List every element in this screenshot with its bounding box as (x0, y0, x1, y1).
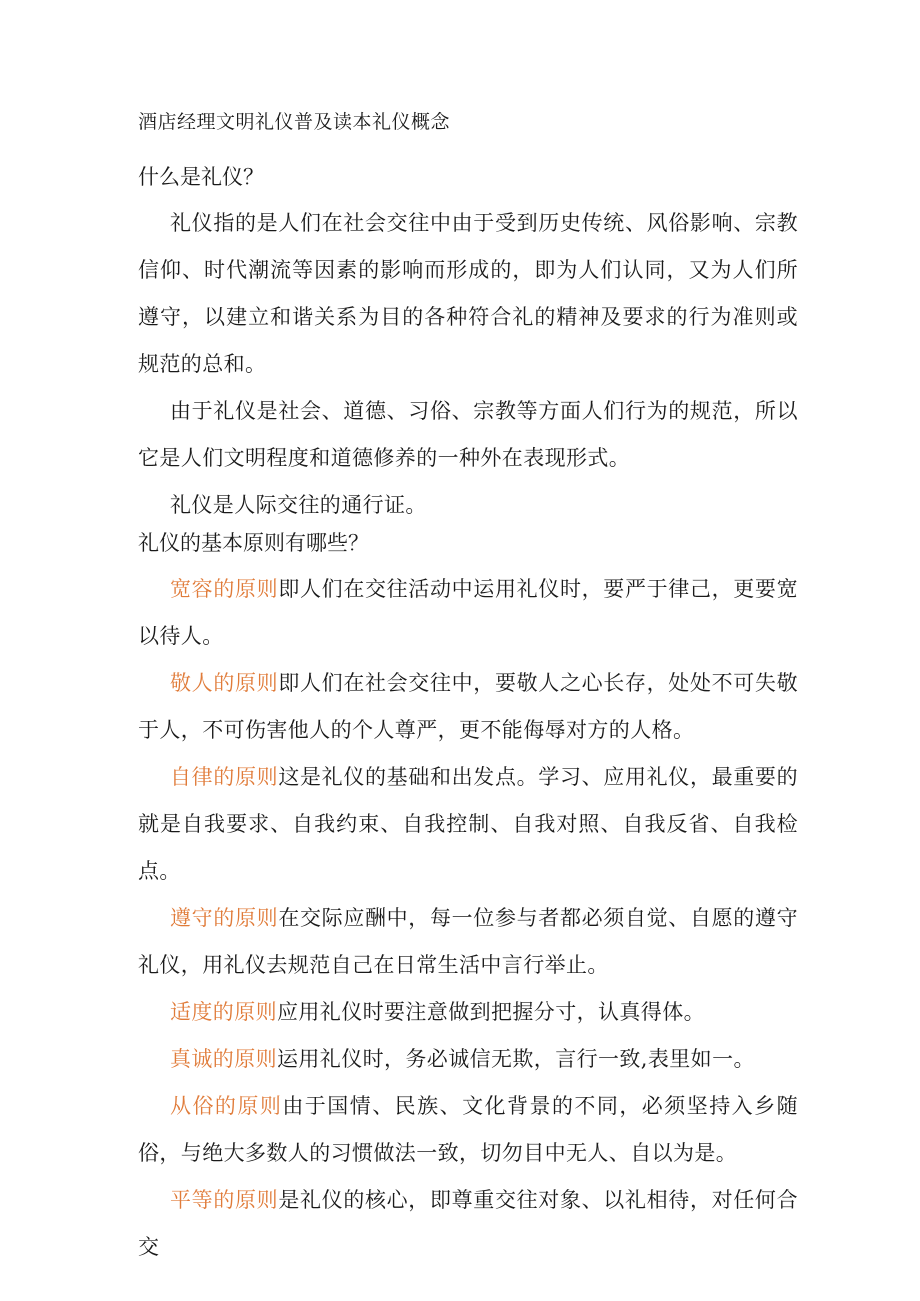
principle-name: 平等的原则 (170, 1188, 279, 1212)
principle-sincerity (138, 1036, 798, 1083)
document-title: 酒店经理文明礼仪普及读本礼仪概念 (138, 111, 451, 133)
principle-equality (138, 1177, 798, 1271)
principle-text: 即人们在社会交往中，要敬人之心长存，处处不可失敬于人，不可伤害他人的个人尊严，更不能侮辱对方的人格。 (138, 671, 798, 742)
paragraph-definition: 礼仪指的是人们在社会交往中由于受到历史传统、风俗影响、宗教信仰、时代潮流等因素的影响而形成的，即为人们认同，又为人们所遵守，以建立和谐关系为目的各种符合礼的精神及要求的行为准则或规范的总和。 (138, 211, 798, 376)
principle-self-discipline (138, 754, 798, 895)
paragraph-norms: 由于礼仪是社会、道德、习俗、宗教等方面人们行为的规范，所以它是人们文明程度和道德修养的一种外在表现形式。 (138, 399, 798, 470)
principle-name: 真诚的原则 (170, 1047, 277, 1071)
document-page (138, 108, 798, 1271)
principle-text: 运用礼仪时，务必诚信无欺，言行一致,表里如一。 (277, 1047, 755, 1071)
principle-respect (138, 660, 798, 754)
principle-name: 从俗的原则 (170, 1094, 283, 1118)
principle-custom (138, 1083, 798, 1177)
question-what-is-etiquette: 什么是礼仪？ (138, 165, 264, 189)
principle-name: 遵守的原则 (170, 906, 279, 930)
principle-compliance (138, 895, 798, 989)
paragraph-passport: 礼仪是人际交往的通行证。 (170, 493, 427, 517)
principle-text: 由于国情、民族、文化背景的不同，必须坚持入乡随俗，与绝大多数人的习惯做法一致，切勿目中无人、自以为是。 (138, 1094, 799, 1165)
question-basic-principles: 礼仪的基本原则有哪些？ (138, 531, 369, 555)
principle-text: 是礼仪的核心，即尊重交往对象、以礼相待，对任何合交 (138, 1188, 798, 1259)
principle-name: 自律的原则 (170, 765, 279, 789)
principle-moderation (138, 989, 798, 1036)
principle-name: 宽容的原则 (170, 577, 279, 601)
principle-text: 在交际应酬中，每一位参与者都必须自觉、自愿的遵守礼仪，用礼仪去规范自己在日常生活中言行举止。 (138, 906, 798, 977)
principle-text: 即人们在交往活动中运用礼仪时，要严于律己，更要宽以待人。 (138, 577, 798, 648)
principle-tolerance (138, 566, 798, 660)
principle-text: 应用礼仪时要注意做到把握分寸，认真得体。 (277, 1000, 705, 1024)
principle-text: 这是礼仪的基础和出发点。学习、应用礼仪，最重要的就是自我要求、自我约束、自我控制、自我对照、自我反省、自我检点。 (138, 765, 798, 883)
principle-name: 敬人的原则 (170, 671, 279, 695)
principle-name: 适度的原则 (170, 1000, 277, 1024)
